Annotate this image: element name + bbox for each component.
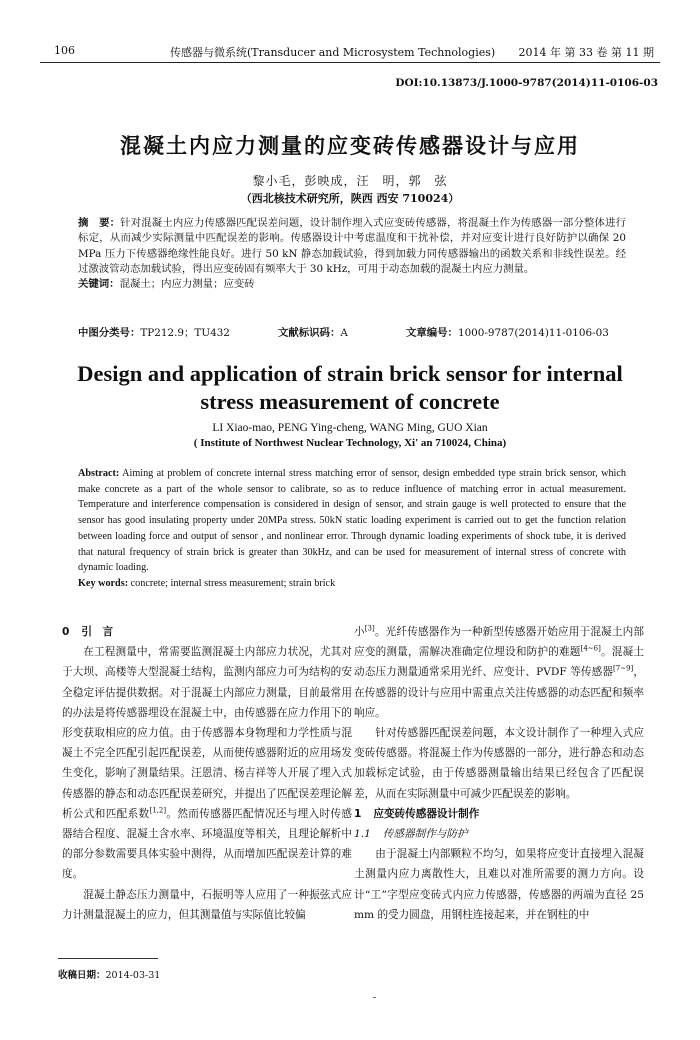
en-keywords-text: concrete; internal stress measurement; strain brick [128, 577, 336, 589]
running-header [40, 40, 660, 62]
scan-artifact [373, 997, 376, 998]
section-1-1-heading: 1.1 传感器制作与防护 [354, 828, 468, 841]
chinese-affiliation: （西北核技术研究所，陕西 西安 710024） [240, 192, 460, 205]
keywords-text: 混凝土；内应力测量；应变砖 [119, 278, 255, 291]
received-date: 收稿日期：2014-03-31 [58, 970, 161, 981]
paragraph: 在工程测量中，常需要监测混凝土内部应力状况，尤其对于大坝、高楼等大型混凝土结构，监测内部应力可为结构的安全稳定评估提供数据。对于混凝土内部应力测量，目前最常用的办法是将传感器埋设在混凝土中，由传感器在应力作用下的形变获取相应的应力值。由于传感器本身物理和力学性质与混凝土不完全匹配引起匹配误差，从而使传感器附近的应用场发生变化，影响了测量结果。汪恩清、杨吉祥等人开展了埋入式传感器的静态和动态匹配误差研究，并提出了匹配误差理论解析公式和匹配系数[1,2]。然而传感器匹配情况还与埋入时传感器结合程度、混凝土含水率、环境温度等相关，且理论解析中的部分参数需要具体实验中测得，从而增加匹配误差计算的难度。 [62, 646, 352, 881]
paragraph: 混凝土静态压力测量中，石振明等人应用了一种振弦式应力计测量混凝土的应力，但其测量值与实际值比较偏 [62, 888, 352, 921]
article-value: 1000-9787(2014)11-0106-03 [457, 327, 609, 339]
body-right-column [354, 622, 644, 925]
english-affiliation: ( Institute of Northwest Nuclear Technology, Xi' an 710024, China) [193, 437, 507, 449]
chinese-title: 混凝土内应力测量的应变砖传感器设计与应用 [120, 134, 580, 158]
abstract-text: 针对混凝土内应力传感器匹配误差问题，设计制作埋入式应变砖传感器，将混凝土作为传感器一部分整体进行标定，从而减少实际测量中匹配误差的影响。传感器设计中考虑温度和干扰补偿，并对应变计进行良好防护以确保 20 MPa 压力下传感器绝缘性能良好。进行 50 kN 静态加载试验，得到加载力同传感器输出的函数关系和非线性误差。经过激波管动态加载试验，得出应变砖固有频率大于 30 kHz，可用于动态加载的混凝土内应力测量。 [78, 217, 627, 275]
chinese-authors: 黎小毛，彭映成，汪 明，郭 弦 [252, 174, 448, 188]
en-abstract-text: Aiming at problem of concrete internal stress matching error of sensor, design embedded type strain brick sensor, which make concrete as a part of the whole sensor to calibrate, so as to reduce influence of matching error in actual measurement. Temperature and interference compensation is considered in design of sensor, and strain gauge is well protected to ensure that the sensor has good insulating property under 20MPa stress. 50kN static loading experiment is carried out to get the function relation between loading force and output of sensor , and nonlinear error. Through dynamic loading experiments of shock tube, it is derived that natural frequency of strain brick is greater than 30kHz, and can be used for measurement of internal stress of concrete with dynamic loading. [78, 468, 626, 574]
paragraph: 小[3]。光纤传感器作为一种新型传感器开始应用于混凝土内部应变的测量，需解决准确定位埋设和防护的难题[4~6]。混凝土动态压力测量通常采用光纤、应变计、PVDF 等传感器[7~9]，在传感器的设计与应用中需重点关注传感器的动态匹配和频率响应。 [354, 624, 645, 719]
classification-row [78, 324, 626, 340]
doi: DOI:10.13873/J.1000-9787(2014)11-0106-03 [395, 77, 658, 89]
header-rule [40, 62, 660, 63]
keywords-label: 关键词： [78, 278, 120, 291]
chinese-abstract [78, 216, 626, 292]
footnote-rule [58, 958, 158, 959]
en-keywords-label: Key words: [78, 577, 129, 589]
paragraph: 由于混凝土内部颗粒不均匀，如果将应变计直接埋入混凝土测量内应力离散性大，且难以对准所需要的测力方向。设计“工”字型应变砖式内应力传感器，传感器的两端为直径 25 mm 的受力圆盘，用钢柱连接起来，并在钢柱的中 [354, 848, 644, 921]
english-authors: LI Xiao-mao, PENG Ying-cheng, WANG Ming, GUO Xian [212, 422, 488, 434]
section-1-heading: 1 应变砖传感器设计制作 [354, 807, 480, 820]
body-left-column [62, 622, 352, 925]
article-label: 文章编号： [406, 327, 458, 339]
class-value: TP212.9；TU432 [140, 327, 230, 339]
doccode-label: 文献标识码： [278, 327, 341, 339]
page-number: 106 [54, 44, 75, 57]
class-label: 中图分类号： [78, 327, 141, 339]
doccode-value: A [340, 327, 348, 339]
journal-name: 传感器与微系统(Transducer and Microsystem Technologies) [170, 46, 496, 59]
section-0-heading: 0 引 言 [62, 626, 114, 638]
paragraph: 针对传感器匹配误差问题，本文设计制作了一种埋入式应变砖传感器。将混凝土作为传感器的一部分，进行静态和动态加载标定试验，由于传感器测量输出结果已经包含了匹配误差，从而在实际测量中可减少匹配误差的影响。 [354, 727, 644, 800]
english-abstract [78, 466, 626, 592]
en-abstract-label: Abstract: [78, 468, 120, 479]
issue-info: 2014 年 第 33 卷 第 11 期 [518, 46, 654, 59]
english-title: Design and application of strain brick sensor for internal stress measurement of concrete [77, 361, 623, 414]
abstract-label: 摘 要： [78, 217, 121, 229]
